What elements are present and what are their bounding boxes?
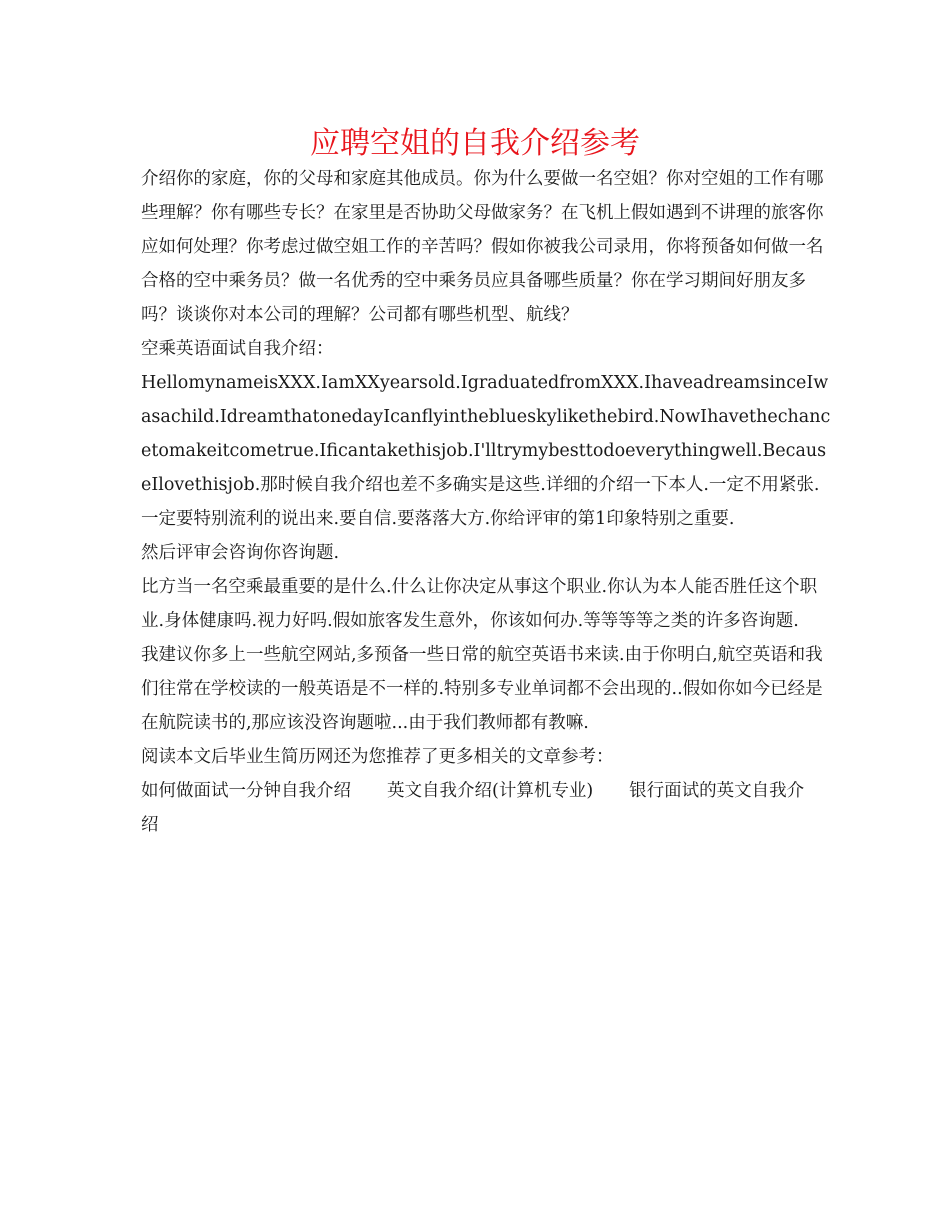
paragraph-advice: 我建议你多上一些航空网站,多预备一些日常的航空英语书来读.由于你明白,航空英语和我们往常在学校读的一般英语是不一样的.特别多专业单词都不会出现的..假如你如今已经是在航院读书的,那应该没咨询题啦...由于我们教师都有教嘛. bbox=[141, 645, 823, 733]
paragraph-english-intro: HellomynameisXXX.IamXXyearsold.IgraduatedfromXXX.IhaveadreamsinceIwasachild.IdreamthatonedayIcanflyintheblueskylikethebird.NowIhavethechancetomakeitcometrue.Ificantakethisjob.I'lltrymybesttodoeverythingwell.BecauseIlovethisjob.那时候自我介绍也差不多确实是这些.详细的介绍一下本人.一定不用紧张.一定要特别流利的说出来.要自信.要落落大方.你给评审的第1印象特别之重要. bbox=[141, 373, 831, 529]
related-link-bank-interview[interactable]: 银行面试的英文自我介绍 bbox=[141, 781, 805, 835]
related-link-one-minute-intro[interactable]: 如何做面试一分钟自我介绍 bbox=[141, 781, 351, 801]
paragraph-questions: 介绍你的家庭，你的父母和家庭其他成员。你为什么要做一名空姐？你对空姐的工作有哪些理解？你有哪些专长？在家里是否协助父母做家务？在飞机上假如遇到不讲理的旅客你应如何处理？你考虑过做空姐工作的辛苦吗？假如你被我公司录用，你将预备如何做一名合格的空中乘务员？做一名优秀的空中乘务员应具备哪些质量？你在学习期间好朋友多吗？谈谈你对本公司的理解？公司都有哪些机型、航线？ bbox=[141, 169, 824, 325]
document-title: 应聘空姐的自我介绍参考 bbox=[310, 126, 640, 161]
document-body bbox=[141, 162, 831, 842]
paragraph-follow-up: 然后评审会咨询你咨询题. bbox=[141, 543, 340, 563]
paragraph-recommend: 阅读本文后毕业生简历网还为您推荐了更多相关的文章参考： bbox=[141, 747, 614, 767]
paragraph-examples: 比方当一名空乘最重要的是什么.什么让你决定从事这个职业.你认为本人能否胜任这个职业.身体健康吗.视力好吗.假如旅客发生意外，你该如何办.等等等等之类的许多咨询题. bbox=[141, 577, 818, 631]
related-links bbox=[141, 774, 831, 842]
related-link-english-intro-cs[interactable]: 英文自我介绍(计算机专业) bbox=[387, 781, 594, 801]
paragraph-english-heading: 空乘英语面试自我介绍： bbox=[141, 339, 334, 359]
